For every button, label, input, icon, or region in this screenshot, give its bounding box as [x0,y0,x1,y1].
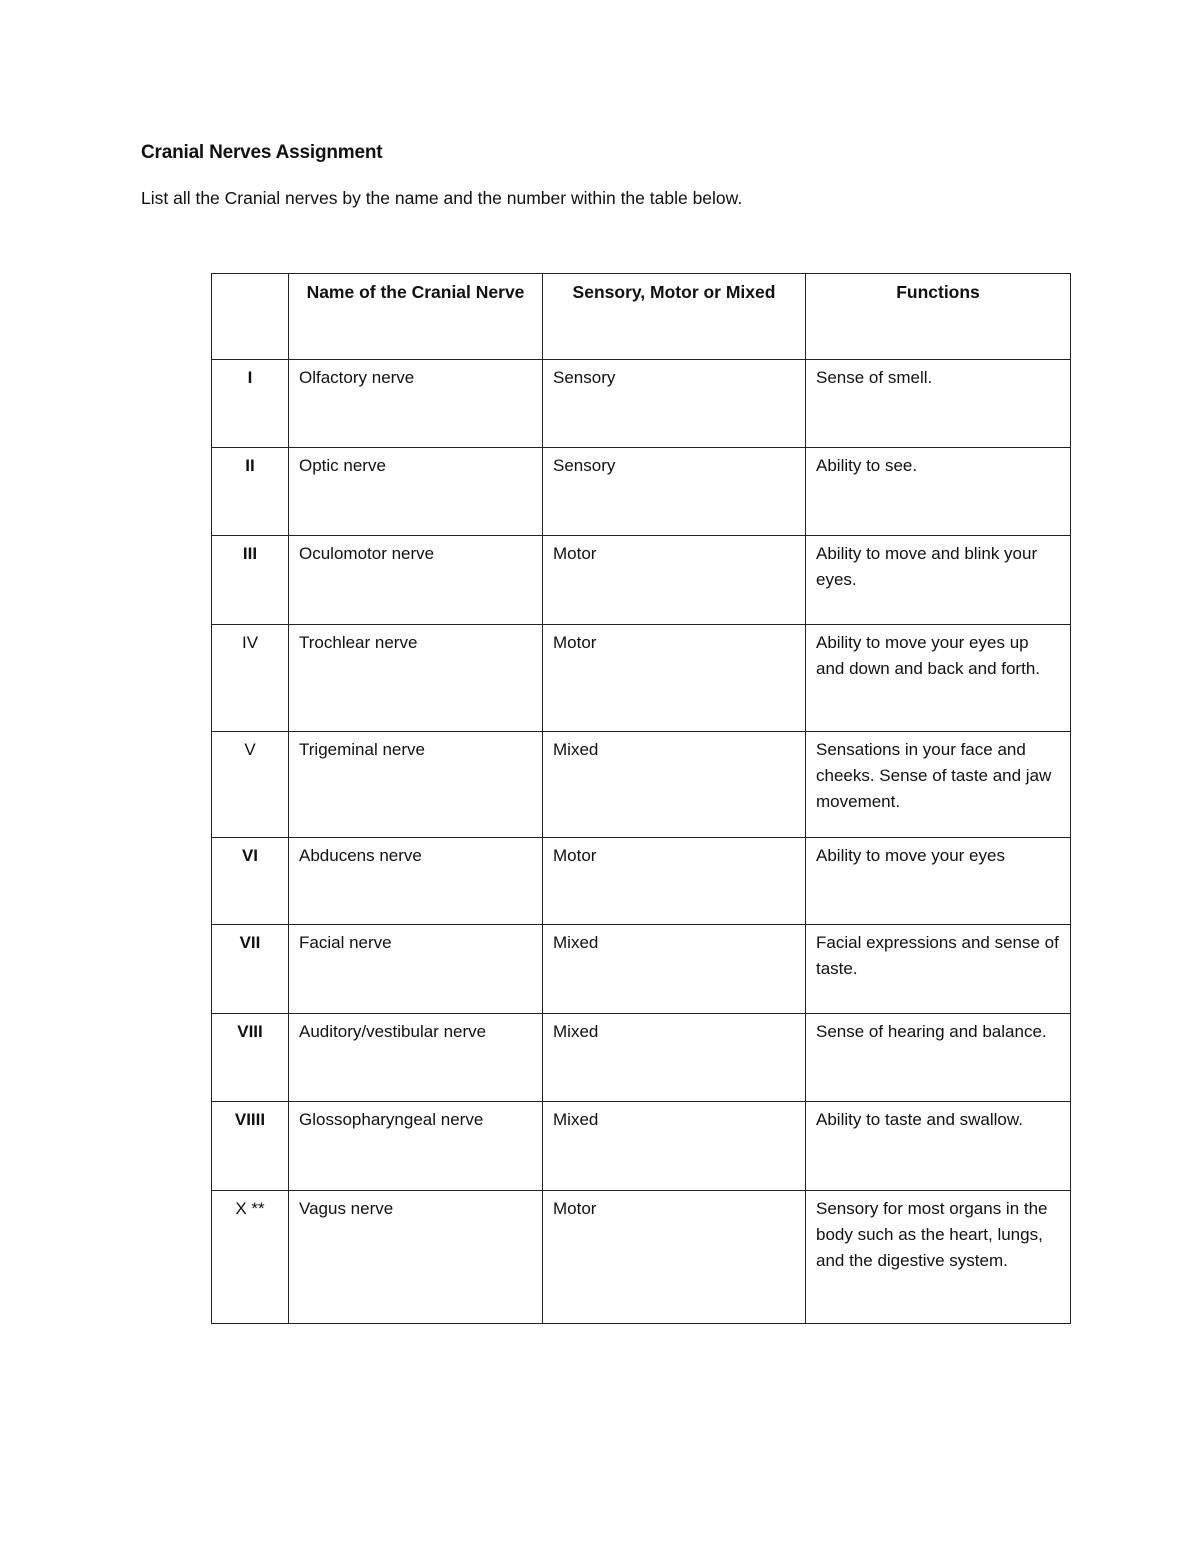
nerve-name: Trochlear nerve [289,625,543,732]
nerve-type: Sensory [543,448,806,536]
nerve-function: Ability to move and blink your eyes. [806,536,1071,625]
nerve-function: Ability to move your eyes up and down and back and forth. [806,625,1071,732]
nerve-type: Motor [543,838,806,925]
nerve-type: Motor [543,625,806,732]
nerve-number: III [212,536,289,625]
nerve-name: Abducens nerve [289,838,543,925]
table-row [212,925,1071,1014]
nerve-name: Glossopharyngeal nerve [289,1102,543,1191]
nerve-type: Mixed [543,1014,806,1102]
nerve-number: IV [212,625,289,732]
header-name: Name of the Cranial Nerve [289,274,543,360]
nerve-function: Sense of hearing and balance. [806,1014,1071,1102]
nerve-number: VIIII [212,1102,289,1191]
nerve-function: Sensory for most organs in the body such as the heart, lungs, and the digestive system. [806,1191,1071,1324]
nerve-name: Auditory/vestibular nerve [289,1014,543,1102]
nerve-name: Vagus nerve [289,1191,543,1324]
nerve-number: VII [212,925,289,1014]
nerve-number: VI [212,838,289,925]
nerve-number: V [212,732,289,838]
table-row [212,838,1071,925]
nerve-number: II [212,448,289,536]
nerve-number: X ** [212,1191,289,1324]
nerve-type: Mixed [543,1102,806,1191]
nerve-type: Mixed [543,925,806,1014]
nerve-function: Ability to move your eyes [806,838,1071,925]
nerve-type: Mixed [543,732,806,838]
nerve-number: VIII [212,1014,289,1102]
cranial-nerves-table [211,273,1071,1324]
table-row [212,625,1071,732]
nerve-name: Olfactory nerve [289,360,543,448]
table-row [212,360,1071,448]
header-functions: Functions [806,274,1071,360]
nerve-name: Optic nerve [289,448,543,536]
nerve-name: Trigeminal nerve [289,732,543,838]
nerve-name: Oculomotor nerve [289,536,543,625]
table-row [212,1191,1071,1324]
instructions-text: List all the Cranial nerves by the name and the number within the table below. [141,188,743,208]
nerve-function: Sense of smell. [806,360,1071,448]
header-number [212,274,289,360]
nerve-function: Facial expressions and sense of taste. [806,925,1071,1014]
table-row [212,1102,1071,1191]
table-row [212,536,1071,625]
nerve-type: Motor [543,536,806,625]
table-row [212,1014,1071,1102]
table-row [212,448,1071,536]
table-row [212,732,1071,838]
nerve-number: I [212,360,289,448]
header-type: Sensory, Motor or Mixed [543,274,806,360]
page-title: Cranial Nerves Assignment [141,142,383,163]
nerve-type: Motor [543,1191,806,1324]
nerve-function: Ability to taste and swallow. [806,1102,1071,1191]
nerve-name: Facial nerve [289,925,543,1014]
nerve-function: Ability to see. [806,448,1071,536]
table-header-row [212,274,1071,360]
nerve-function: Sensations in your face and cheeks. Sense of taste and jaw movement. [806,732,1071,838]
nerve-type: Sensory [543,360,806,448]
